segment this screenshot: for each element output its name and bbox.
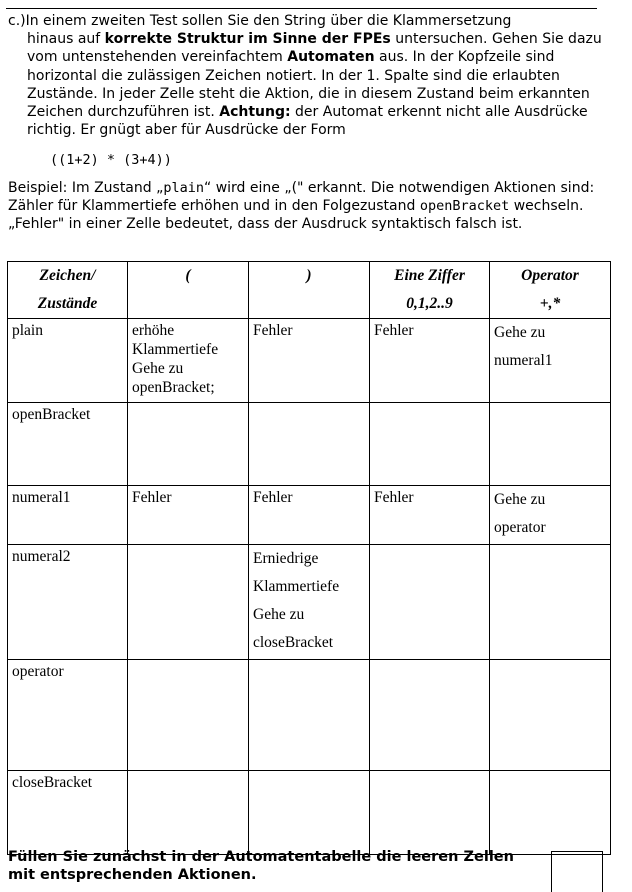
table-row-numeral1 — [8, 486, 611, 545]
state-cell: openBracket — [8, 403, 128, 486]
example-expression: ((1+2) * (3+4)) — [50, 152, 172, 168]
table-row-closebracket — [8, 771, 611, 855]
action-cell[interactable] — [249, 660, 370, 771]
header-operator: Operator +,* — [490, 262, 611, 319]
action-cell[interactable]: Fehler — [249, 319, 370, 403]
table-row-plain — [8, 319, 611, 403]
state-cell: numeral2 — [8, 545, 128, 660]
state-cell: numeral1 — [8, 486, 128, 545]
action-cell[interactable]: Fehler — [370, 319, 490, 403]
action-cell[interactable] — [249, 771, 370, 855]
action-cell[interactable]: Gehe zu operator — [490, 486, 611, 545]
state-cell: operator — [8, 660, 128, 771]
action-cell[interactable] — [249, 403, 370, 486]
header-digit: Eine Ziffer 0,1,2..9 — [370, 262, 490, 319]
score-box[interactable] — [551, 851, 603, 892]
instruction-text: Füllen Sie zunächst in der Automatentabelle die leeren Zellen mit entsprechenden Aktionen. — [8, 849, 514, 883]
action-cell[interactable] — [490, 660, 611, 771]
action-cell[interactable]: Fehler — [249, 486, 370, 545]
action-cell[interactable]: erhöhe Klammertiefe Gehe zu openBracket; — [128, 319, 249, 403]
action-cell[interactable] — [490, 545, 611, 660]
emph-structure: korrekte Struktur im Sinne der FPEs — [104, 31, 391, 48]
task-text — [8, 12, 618, 139]
state-cell: plain — [8, 319, 128, 403]
table-header-row — [8, 262, 611, 319]
action-cell[interactable] — [370, 771, 490, 855]
table-row-numeral2 — [8, 545, 611, 660]
emph-attention: Achtung: — [219, 104, 291, 121]
task-line1: In einem zweiten Test sollen Sie den String über die Klammersetzung — [25, 13, 512, 29]
state-cell: closeBracket — [8, 771, 128, 855]
code-openbracket: openBracket — [419, 198, 510, 215]
action-cell[interactable]: Gehe zu numeral1 — [490, 319, 611, 403]
action-cell[interactable]: Fehler — [128, 486, 249, 545]
header-close-paren: ) — [249, 262, 370, 319]
action-cell[interactable] — [128, 660, 249, 771]
action-cell[interactable] — [490, 403, 611, 486]
action-cell[interactable] — [490, 771, 611, 855]
action-cell[interactable] — [370, 403, 490, 486]
code-plain: plain — [163, 180, 204, 196]
emph-automaton: Automaten — [287, 49, 375, 66]
action-cell[interactable] — [370, 660, 490, 771]
task-body: hinaus auf korrekte Struktur im Sinne der FPEs untersuchen. Gehen Sie dazu vom untenstehenden vereinfachtem Automaten aus. In der Kopfzeile sind horizontal die zulässigen Zeichen notiert. In der 1. Spalte sind die erlaubten Zustände. In jeder Zelle steht die Aktion, die in diesem Zustand beim erkannten Zeichen durchzuführen ist. Achtung: der Automat erkennt nicht alle Ausdrücke richtig. Er gnügt aber für Ausdrücke der Form — [27, 31, 602, 139]
action-cell[interactable] — [128, 545, 249, 660]
action-cell[interactable] — [370, 545, 490, 660]
automaton-table — [7, 261, 611, 855]
table-row-openbracket — [8, 403, 611, 486]
header-open-paren: ( — [128, 262, 249, 319]
task-label: c.) — [8, 13, 26, 29]
top-rule — [6, 8, 597, 9]
table-row-operator — [8, 660, 611, 771]
action-cell[interactable]: Fehler — [370, 486, 490, 545]
example-paragraph: Beispiel: Im Zustand „plain“ wird eine „(" erkannt. Die notwendigen Aktionen sind: Zähler für Klammertiefe erhöhen und in den Folgezustand openBracket wechseln. „Fehler" in einer Zelle bedeutet, dass der Ausdruck syntaktisch falsch ist. — [8, 180, 595, 233]
header-states: Zeichen/ Zustände — [8, 262, 128, 319]
action-cell[interactable]: Erniedrige Klammertiefe Gehe zu closeBracket — [249, 545, 370, 660]
action-cell[interactable] — [128, 771, 249, 855]
action-cell[interactable] — [128, 403, 249, 486]
